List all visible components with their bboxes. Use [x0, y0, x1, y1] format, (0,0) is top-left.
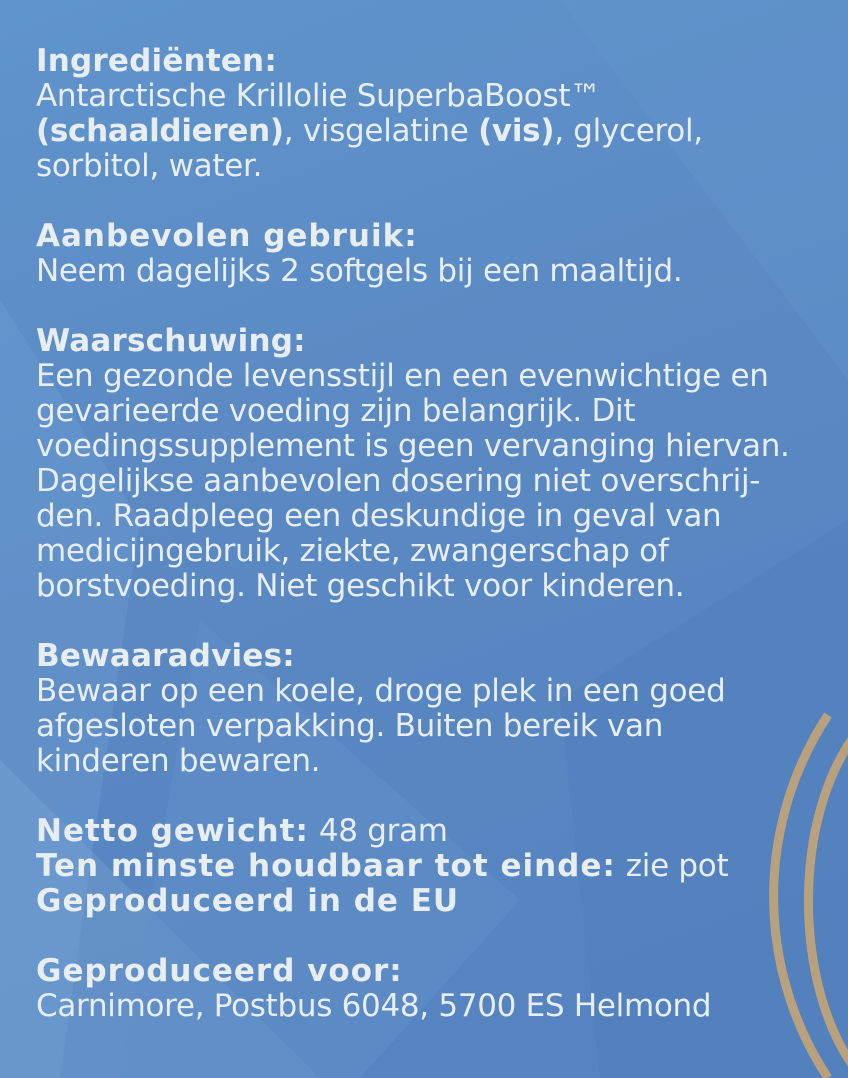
warning-line: den. Raadpleeg een deskundige in geval van	[36, 498, 722, 534]
best-before-row	[36, 849, 836, 884]
warning-line: Dagelijkse aanbevolen dosering niet overschrij-	[36, 463, 761, 499]
allergen-fish: (vis)	[478, 113, 555, 149]
producer-section	[36, 954, 836, 1024]
allergen-shellfish: (schaaldieren)	[36, 113, 284, 149]
producer-heading: Geproduceerd voor:	[36, 953, 403, 989]
storage-line: Bewaar op een koele, droge plek in een goed	[36, 673, 726, 709]
storage-section	[36, 639, 836, 779]
warning-section	[36, 324, 836, 604]
usage-heading: Aanbevolen gebruik:	[36, 218, 418, 254]
net-weight-row	[36, 814, 836, 849]
storage-heading: Bewaaradvies:	[36, 638, 295, 674]
producer-address: Carnimore, Postbus 6048, 5700 ES Helmond	[36, 988, 712, 1024]
warning-line: medicijngebruik, ziekte, zwangerschap of	[36, 533, 669, 569]
warning-line: gevarieerde voeding zijn belangrijk. Dit	[36, 393, 636, 429]
label-text	[36, 44, 836, 1059]
usage-text: Neem dagelijks 2 softgels bij een maaltijd.	[36, 253, 683, 289]
net-weight-value: 48 gram	[318, 813, 448, 849]
ingredients-line-2-mid: , visgelatine	[283, 113, 479, 149]
ingredients-line-2-end: , glycerol,	[554, 113, 703, 149]
warning-line: voedingssupplement is geen vervanging hiervan.	[36, 428, 790, 464]
warning-heading: Waarschuwing:	[36, 323, 306, 359]
best-before-value: zie pot	[625, 848, 729, 884]
ingredients-heading: Ingrediënten:	[36, 43, 277, 79]
storage-line: kinderen bewaren.	[36, 743, 321, 779]
warning-line: Een gezonde levensstijl en een evenwichtige en	[36, 358, 769, 394]
net-weight-label: Netto gewicht:	[36, 813, 309, 849]
ingredients-line-3: sorbitol, water.	[36, 148, 263, 184]
ingredients-line-2	[36, 114, 836, 149]
storage-line: afgesloten verpakking. Buiten bereik van	[36, 708, 664, 744]
best-before-label: Ten minste houdbaar tot einde:	[36, 848, 616, 884]
usage-section	[36, 219, 836, 289]
produced-in: Geproduceerd in de EU	[36, 883, 460, 919]
info-section	[36, 814, 836, 919]
ingredients-line-1: Antarctische Krillolie SuperbaBoost™	[36, 78, 601, 114]
warning-line: borstvoeding. Niet geschikt voor kinderen.	[36, 568, 685, 604]
ingredients-section	[36, 44, 836, 184]
